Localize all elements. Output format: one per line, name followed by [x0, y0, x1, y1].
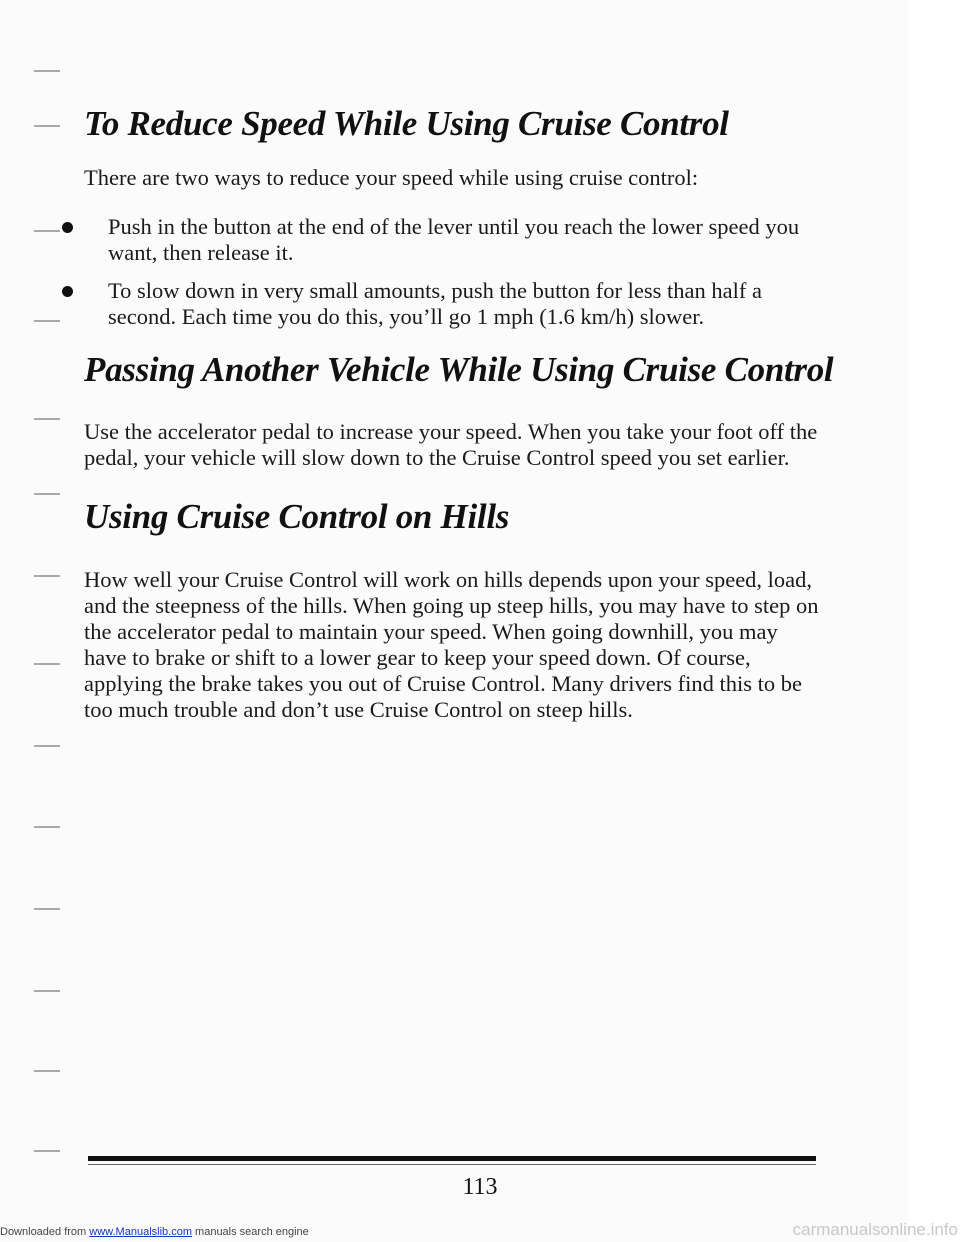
page-number: 113	[462, 1174, 498, 1200]
section-intro-reduce-speed: There are two ways to reduce your speed while using cruise control:	[84, 165, 699, 190]
section-heading-reduce-speed: To Reduce Speed While Using Cruise Control	[84, 104, 729, 143]
reduce-speed-bullet-list	[84, 214, 824, 330]
margin-mark	[34, 493, 60, 495]
section-heading-passing: Passing Another Vehicle While Using Cruise Control	[84, 350, 834, 389]
margin-mark	[34, 230, 60, 232]
section-body-hills: How well your Cruise Control will work on hills depends upon your speed, load, and the steepness of the hills. When going up steep hills, you may have to step on the accelerator pedal to maintain your speed. When going downhill, you may have to brake or shift to a lower gear to keep your speed down. Of course, applying the brake takes you out of Cruise Control. Many drivers find this to be too much trouble and don’t use Cruise Control on steep hills.	[84, 567, 819, 722]
footer-rule-thin	[88, 1164, 816, 1165]
section-body-passing: Use the accelerator pedal to increase your speed. When you take your foot off the pedal, your vehicle will slow down to the Cruise Control speed you set earlier.	[84, 419, 818, 470]
margin-mark	[34, 575, 60, 577]
download-watermark	[0, 1226, 309, 1238]
margin-mark	[34, 1150, 60, 1152]
bullet-text: Push in the button at the end of the lever until you reach the lower speed you want, then release it.	[108, 214, 800, 265]
margin-mark	[34, 125, 60, 127]
list-item	[84, 214, 824, 266]
bullet-icon	[62, 286, 73, 297]
list-item	[84, 278, 824, 330]
bullet-text: To slow down in very small amounts, push the button for less than half a second. Each time you do this, you’ll go 1 mph (1.6 km/h) slower.	[108, 278, 762, 329]
margin-mark	[34, 908, 60, 910]
margin-mark	[34, 990, 60, 992]
section-heading-hills: Using Cruise Control on Hills	[84, 497, 510, 536]
manualslib-link[interactable]: www.Manualslib.com	[89, 1226, 192, 1238]
watermark-suffix: manuals search engine	[191, 1226, 309, 1238]
watermark-prefix: Downloaded from	[0, 1226, 90, 1238]
bullet-icon	[62, 222, 73, 233]
margin-mark	[34, 418, 60, 420]
margin-mark	[34, 745, 60, 747]
margin-mark	[34, 663, 60, 665]
page-edge	[908, 0, 960, 1242]
margin-mark	[34, 70, 60, 72]
margin-mark	[34, 826, 60, 828]
margin-mark	[34, 320, 60, 322]
site-watermark: carmanualsonline.info	[792, 1220, 958, 1239]
footer-rule	[88, 1156, 816, 1161]
margin-mark	[34, 1070, 60, 1072]
